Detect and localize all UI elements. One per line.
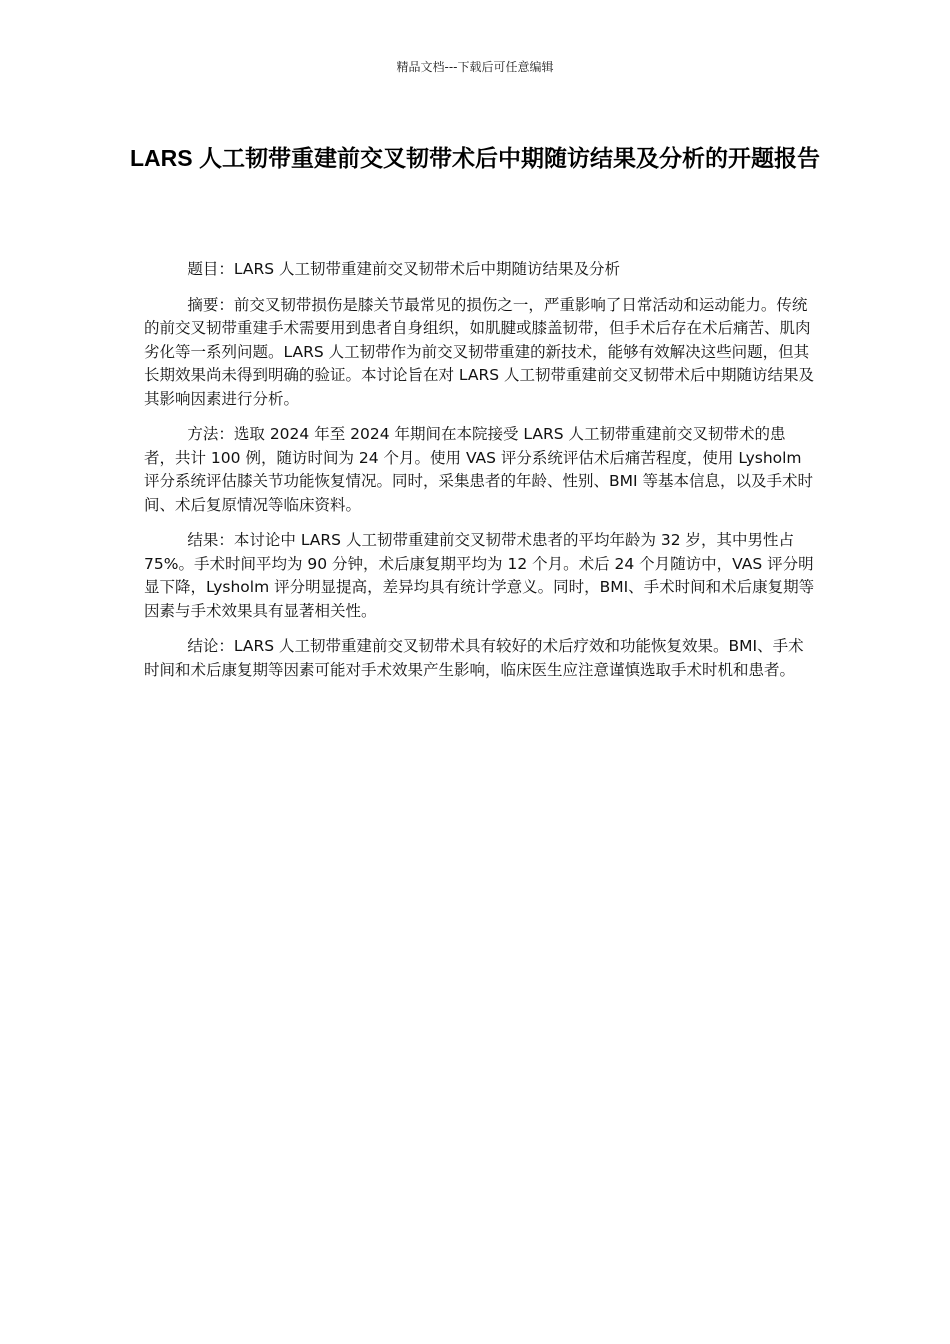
paragraph-methods: 方法：选取 2024 年至 2024 年期间在本院接受 LARS 人工韧带重建前交叉韧带术的患者，共计 100 例，随访时间为 24 个月。使用 VAS 评分系统评估术后痛苦程度，使用 Lysholm 评分系统评估膝关节功能恢复情况。同时，采集患者的年龄、性别、BMI 等基本信息，以及手术时间、术后复原情况等临床资料。 bbox=[144, 425, 814, 514]
document-title: LARS 人工韧带重建前交叉韧带术后中期随访结果及分析的开题报告 bbox=[130, 145, 820, 171]
paragraph-abstract: 摘要：前交叉韧带损伤是膝关节最常见的损伤之一，严重影响了日常活动和运动能力。传统的前交叉韧带重建手术需要用到患者自身组织，如肌腱或膝盖韧带，但手术后存在术后痛苦、肌肉劣化等一系列问题。LARS 人工韧带作为前交叉韧带重建的新技术，能够有效解决这些问题，但其长期效果尚未得到明确的验证。本讨论旨在对 LARS 人工韧带重建前交叉韧带术后中期随访结果及其影响因素进行分析。 bbox=[144, 295, 815, 408]
paragraph-results: 结果：本讨论中 LARS 人工韧带重建前交叉韧带术患者的平均年龄为 32 岁，其中男性占 75%。手术时间平均为 90 分钟，术后康复期平均为 12 个月。术后 24 个月随访中，VAS 评分明显下降，Lysholm 评分明显提高，差异均具有统计学意义。同时，BMI、手术时间和术后康复期等因素与手术效果具有显著相关性。 bbox=[144, 531, 815, 620]
document-body bbox=[144, 258, 816, 694]
header-note: 精品文档---下载后可任意编辑 bbox=[396, 60, 554, 74]
paragraph-conclusion: 结论：LARS 人工韧带重建前交叉韧带术具有较好的术后疗效和功能恢复效果。BMI、手术时间和术后康复期等因素可能对手术效果产生影响，临床医生应注意谨慎选取手术时机和患者。 bbox=[144, 637, 804, 679]
paragraph-topic: 题目：LARS 人工韧带重建前交叉韧带术后中期随访结果及分析 bbox=[187, 260, 621, 278]
